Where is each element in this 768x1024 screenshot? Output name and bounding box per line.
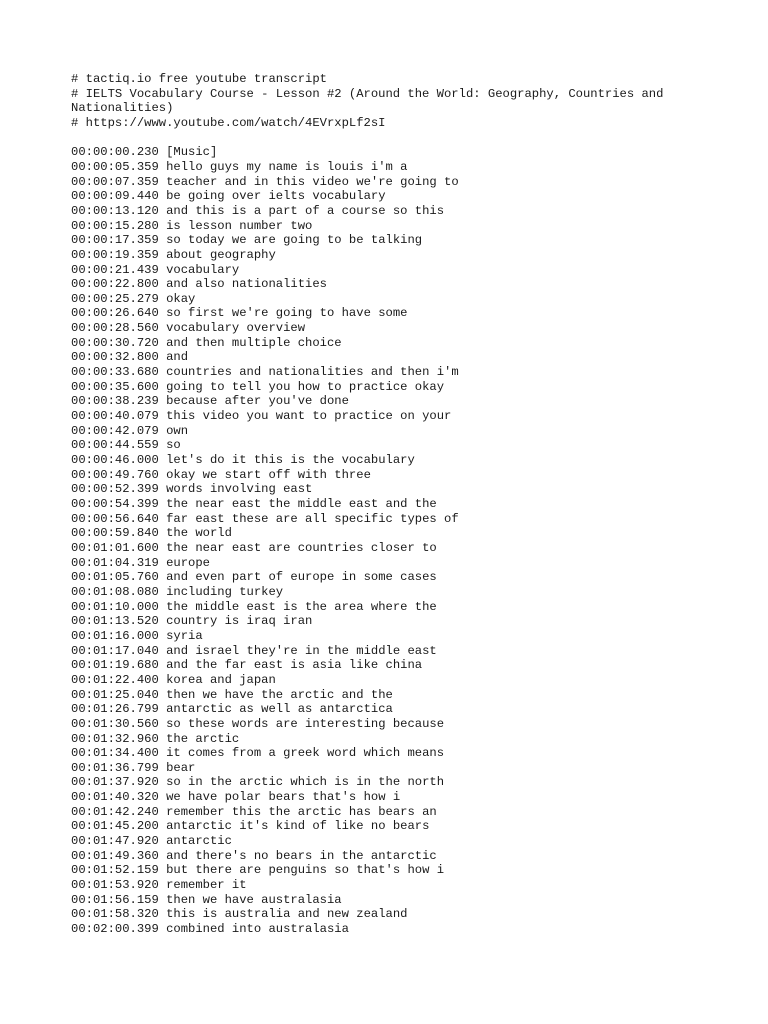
- caption-text: because after you've done: [166, 394, 349, 409]
- video-url-line: # https://www.youtube.com/watch/4EVrxpLf2sI: [71, 115, 386, 130]
- caption-text: and: [166, 350, 189, 365]
- transcript-line: [71, 306, 701, 321]
- transcript-line: [71, 688, 701, 703]
- timestamp: 00:00:35.600: [71, 379, 159, 394]
- transcript-line: [71, 673, 701, 688]
- transcript-line: [71, 556, 701, 571]
- caption-text: antarctic it's kind of like no bears: [166, 819, 430, 834]
- timestamp: 00:01:40.320: [71, 790, 159, 805]
- caption-text: and then multiple choice: [166, 335, 342, 350]
- caption-text: the near east are countries closer to: [166, 540, 437, 555]
- timestamp: 00:01:36.799: [71, 760, 159, 775]
- timestamp: 00:01:10.000: [71, 599, 159, 614]
- transcript-line: [71, 570, 701, 585]
- timestamp: 00:00:42.079: [71, 423, 159, 438]
- transcript-line: [71, 790, 701, 805]
- transcript-line: [71, 204, 701, 219]
- timestamp: 00:00:00.230: [71, 145, 159, 160]
- caption-text: so in the arctic which is in the north: [166, 775, 445, 790]
- transcript-line: [71, 336, 701, 351]
- timestamp: 00:01:26.799: [71, 702, 159, 717]
- transcript-line: [71, 702, 701, 717]
- timestamp: 00:01:22.400: [71, 672, 159, 687]
- timestamp: 00:00:07.359: [71, 174, 159, 189]
- transcript-line: [71, 600, 701, 615]
- timestamp: 00:01:17.040: [71, 643, 159, 658]
- transcript-line: [71, 409, 701, 424]
- transcript-line: [71, 292, 701, 307]
- transcript-line: [71, 893, 701, 908]
- caption-text: so first we're going to have some: [166, 306, 408, 321]
- timestamp: 00:01:04.319: [71, 555, 159, 570]
- caption-text: it comes from a greek word which means: [166, 746, 445, 761]
- caption-text: this is australia and new zealand: [166, 907, 408, 922]
- transcript-line: [71, 849, 701, 864]
- caption-text: remember it: [166, 878, 247, 893]
- timestamp: 00:01:16.000: [71, 628, 159, 643]
- transcript-line: [71, 365, 701, 380]
- transcript-line: [71, 380, 701, 395]
- caption-text: combined into australasia: [166, 922, 349, 937]
- transcript-line: [71, 277, 701, 292]
- transcript-line: [71, 233, 701, 248]
- transcript-document: [71, 72, 701, 937]
- timestamp: 00:01:32.960: [71, 731, 159, 746]
- caption-text: and the far east is asia like china: [166, 658, 423, 673]
- transcript-line: [71, 585, 701, 600]
- caption-text: syria: [166, 628, 203, 643]
- timestamp: 00:00:17.359: [71, 233, 159, 248]
- transcript-line: [71, 629, 701, 644]
- caption-text: going to tell you how to practice okay: [166, 379, 445, 394]
- timestamp: 00:01:53.920: [71, 878, 159, 893]
- timestamp: 00:01:19.680: [71, 658, 159, 673]
- timestamp: 00:00:15.280: [71, 218, 159, 233]
- timestamp: 00:00:40.079: [71, 409, 159, 424]
- caption-text: antarctic: [166, 834, 232, 849]
- timestamp: 00:00:46.000: [71, 453, 159, 468]
- video-title-line: # IELTS Vocabulary Course - Lesson #2 (Around the World: Geography, Countries and Nationalities): [71, 86, 671, 116]
- transcript-line: [71, 468, 701, 483]
- transcript-line: [71, 350, 701, 365]
- transcript-line: [71, 878, 701, 893]
- caption-text: so: [166, 438, 181, 453]
- caption-text: okay we start off with three: [166, 467, 371, 482]
- timestamp: 00:00:13.120: [71, 203, 159, 218]
- transcript-line: [71, 482, 701, 497]
- timestamp: 00:00:33.680: [71, 365, 159, 380]
- transcript-line: [71, 526, 701, 541]
- timestamp: 00:00:59.840: [71, 526, 159, 541]
- transcript-line: [71, 189, 701, 204]
- caption-text: remember this the arctic has bears an: [166, 804, 437, 819]
- transcript-line: [71, 922, 701, 937]
- transcript-line: [71, 805, 701, 820]
- caption-text: hello guys my name is louis i'm a: [166, 159, 408, 174]
- caption-text: so these words are interesting because: [166, 716, 445, 731]
- caption-text: be going over ielts vocabulary: [166, 189, 386, 204]
- transcript-line: [71, 424, 701, 439]
- caption-text: country is iraq iran: [166, 614, 313, 629]
- caption-text: words involving east: [166, 482, 313, 497]
- timestamp: 00:00:30.720: [71, 335, 159, 350]
- caption-text: own: [166, 423, 189, 438]
- caption-text: teacher and in this video we're going to: [166, 174, 459, 189]
- transcript-line: [71, 614, 701, 629]
- transcript-line: [71, 761, 701, 776]
- timestamp: 00:01:01.600: [71, 540, 159, 555]
- timestamp: 00:01:30.560: [71, 716, 159, 731]
- caption-text: antarctic as well as antarctica: [166, 702, 393, 717]
- timestamp: 00:02:00.399: [71, 922, 159, 937]
- transcript-line: [71, 746, 701, 761]
- transcript-line: [71, 644, 701, 659]
- blank-line: [71, 131, 701, 146]
- caption-text: the arctic: [166, 731, 240, 746]
- timestamp: 00:01:13.520: [71, 614, 159, 629]
- timestamp: 00:01:25.040: [71, 687, 159, 702]
- timestamp: 00:00:09.440: [71, 189, 159, 204]
- transcript-line: [71, 497, 701, 512]
- timestamp: 00:01:34.400: [71, 746, 159, 761]
- transcript-line: [71, 438, 701, 453]
- timestamp: 00:00:32.800: [71, 350, 159, 365]
- transcript-line: [71, 248, 701, 263]
- transcript-line: [71, 819, 701, 834]
- timestamp: 00:01:37.920: [71, 775, 159, 790]
- caption-text: the world: [166, 526, 232, 541]
- timestamp: 00:01:47.920: [71, 834, 159, 849]
- transcript-line: [71, 658, 701, 673]
- transcript-line: [71, 775, 701, 790]
- caption-text: bear: [166, 760, 196, 775]
- caption-text: countries and nationalities and then i'm: [166, 365, 459, 380]
- timestamp: 00:00:19.359: [71, 247, 159, 262]
- transcript-lines: [71, 145, 701, 936]
- transcript-line: [71, 263, 701, 278]
- caption-text: vocabulary: [166, 262, 240, 277]
- timestamp: 00:00:25.279: [71, 291, 159, 306]
- caption-text: europe: [166, 555, 210, 570]
- caption-text: but there are penguins so that's how i: [166, 863, 445, 878]
- transcript-line: [71, 541, 701, 556]
- caption-text: and this is a part of a course so this: [166, 203, 445, 218]
- caption-text: including turkey: [166, 584, 284, 599]
- timestamp: 00:01:42.240: [71, 804, 159, 819]
- timestamp: 00:01:52.159: [71, 863, 159, 878]
- timestamp: 00:01:56.159: [71, 892, 159, 907]
- transcript-line: [71, 512, 701, 527]
- caption-text: and also nationalities: [166, 277, 327, 292]
- caption-text: and israel they're in the middle east: [166, 643, 437, 658]
- caption-text: far east these are all specific types of: [166, 511, 459, 526]
- caption-text: and there's no bears in the antarctic: [166, 848, 437, 863]
- caption-text: we have polar bears that's how i: [166, 790, 401, 805]
- timestamp: 00:00:56.640: [71, 511, 159, 526]
- caption-text: about geography: [166, 247, 276, 262]
- caption-text: then we have australasia: [166, 892, 342, 907]
- transcript-line: [71, 219, 701, 234]
- caption-text: then we have the arctic and the: [166, 687, 393, 702]
- caption-text: the middle east is the area where the: [166, 599, 437, 614]
- transcript-line: [71, 453, 701, 468]
- caption-text: okay: [166, 291, 196, 306]
- timestamp: 00:01:49.360: [71, 848, 159, 863]
- transcript-line: [71, 732, 701, 747]
- transcript-line: [71, 717, 701, 732]
- timestamp: 00:00:54.399: [71, 497, 159, 512]
- caption-text: is lesson number two: [166, 218, 313, 233]
- transcript-line: [71, 907, 701, 922]
- timestamp: 00:01:05.760: [71, 570, 159, 585]
- transcript-line: [71, 863, 701, 878]
- timestamp: 00:00:49.760: [71, 467, 159, 482]
- timestamp: 00:01:08.080: [71, 584, 159, 599]
- timestamp: 00:00:52.399: [71, 482, 159, 497]
- timestamp: 00:01:45.200: [71, 819, 159, 834]
- caption-text: [Music]: [166, 145, 218, 160]
- transcript-line: [71, 321, 701, 336]
- timestamp: 00:01:58.320: [71, 907, 159, 922]
- caption-text: let's do it this is the vocabulary: [166, 453, 415, 468]
- caption-text: so today we are going to be talking: [166, 233, 423, 248]
- caption-text: korea and japan: [166, 672, 276, 687]
- timestamp: 00:00:26.640: [71, 306, 159, 321]
- transcript-line: [71, 145, 701, 160]
- timestamp: 00:00:22.800: [71, 277, 159, 292]
- timestamp: 00:00:44.559: [71, 438, 159, 453]
- timestamp: 00:00:05.359: [71, 159, 159, 174]
- timestamp: 00:00:21.439: [71, 262, 159, 277]
- timestamp: 00:00:38.239: [71, 394, 159, 409]
- transcript-line: [71, 175, 701, 190]
- caption-text: and even part of europe in some cases: [166, 570, 437, 585]
- caption-text: this video you want to practice on your: [166, 409, 452, 424]
- timestamp: 00:00:28.560: [71, 321, 159, 336]
- transcript-line: [71, 160, 701, 175]
- source-line: # tactiq.io free youtube transcript: [71, 72, 327, 86]
- transcript-line: [71, 394, 701, 409]
- transcript-line: [71, 834, 701, 849]
- caption-text: the near east the middle east and the: [166, 497, 437, 512]
- caption-text: vocabulary overview: [166, 321, 306, 336]
